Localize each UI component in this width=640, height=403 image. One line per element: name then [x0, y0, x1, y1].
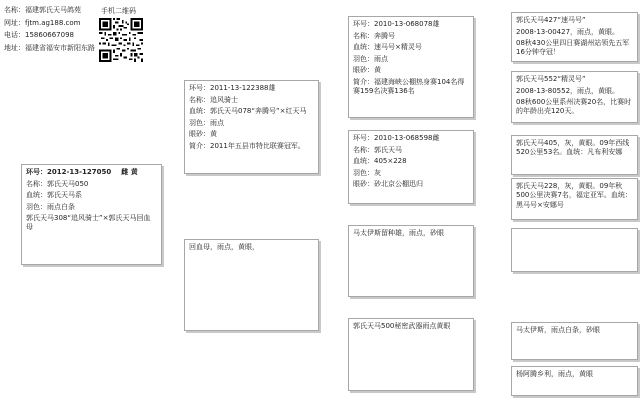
header-name: 名称：福建郭氏天马鸽苑: [4, 6, 81, 14]
ds-text: 马太伊斯留种雄，雨点，砂眼: [353, 229, 444, 237]
pedigree-box-g4: [511, 178, 638, 220]
header-phone: 电话：15860667098: [4, 31, 74, 39]
sd-name: 名称：郭氏天马: [353, 145, 402, 154]
main-feather: 羽色：雨点白条: [26, 202, 75, 211]
ss-ring-number: 环号：2010-13-068078雄: [353, 20, 440, 28]
sd-eye: 眼砂：砂北京公棚迅归: [353, 180, 423, 188]
pedigree-box-g6: [511, 322, 638, 360]
header-info: [4, 6, 95, 56]
g2-line1: 郭氏天马552“精灵号”: [516, 75, 586, 83]
pedigree-box-dam: [184, 239, 319, 331]
sire-ring-number: 环号：2011-13-122388雄: [189, 84, 276, 92]
ss-bloodline: 血统：速马号×精灵号: [353, 43, 422, 51]
main-bloodline: 血统：郭氏天马系: [26, 191, 82, 199]
pedigree-box-g2: [511, 71, 638, 123]
g1-line3: 08秋430公里四日赛湖州站领先五军16分钟夺冠！: [516, 39, 630, 57]
g2-line2: 2008-13-80552，雨点，黄眼。: [516, 86, 620, 95]
pedigree-box-g7: [511, 366, 638, 396]
dd-text: 郭氏天马500秘密武器雨点黄眼: [353, 322, 451, 330]
qr-label: 手机二维码: [101, 7, 136, 15]
sire-eye: 眼砂：黄: [189, 130, 217, 138]
pedigree-box-dam-sire: [348, 225, 474, 297]
pedigree-box-sire-dam: [348, 130, 474, 204]
sire-bloodline: 血统：郭氏天马078“奔腾号”×红天马: [189, 107, 307, 115]
dam-text: 回血母，雨点，黄眼，: [189, 243, 259, 251]
header-address: 地址：福建省福安市新阳东路: [4, 43, 95, 52]
main-name: 名称：郭氏天马050: [26, 179, 89, 188]
pedigree-box-sire-sire: [348, 16, 474, 118]
main-sex-color: 雌 黄: [121, 168, 138, 176]
g1-line2: 2008-13-00427，雨点，黄眼。: [516, 27, 620, 36]
pedigree-box-sire: [184, 80, 319, 174]
sire-intro: 简介：2011年五县市特比联赛冠军。: [189, 141, 305, 150]
g5-text: [516, 232, 633, 244]
ss-intro: 简介：福建海峡公棚热身赛104名得赛159名决赛136名: [353, 77, 465, 95]
g7-text: 杨阿腾乡利，雨点，黄眼: [516, 370, 593, 378]
pedigree-box-main: [21, 164, 162, 265]
g6-text: 马太伊斯，雨点白条，砂眼: [516, 326, 600, 334]
qr-code-icon: [99, 18, 143, 62]
header-website[interactable]: 网址：fjtm.ag188.com: [4, 18, 81, 27]
main-ring-number: 环号：2012-13-127050: [26, 168, 112, 176]
sd-feather: 羽色：灰: [353, 168, 381, 177]
g1-line1: 郭氏天马427“速马号”: [516, 16, 586, 24]
sd-ring-number: 环号：2010-13-068598雌: [353, 134, 440, 142]
g3-text: 郭氏天马405，灰，黄眼。09年西线520公里53名。血统：凡布利安娜: [516, 139, 630, 157]
pedigree-box-dam-dam: [348, 318, 474, 391]
g2-line3: 08秋600公里系州决赛20名，比赛时的年龄出壳120天。: [516, 98, 632, 116]
sd-bloodline: 血统：405×228: [353, 157, 407, 165]
sire-name: 名称：追风骑士: [189, 95, 238, 104]
main-note: 郭氏天马308“追风骑士”×郭氏天马回血母: [26, 214, 151, 232]
ss-eye: 眼砂：黄: [353, 66, 381, 74]
ss-name: 名称：奔腾号: [353, 31, 395, 40]
ss-feather: 羽色：雨点: [353, 54, 388, 63]
sire-feather: 羽色：雨点: [189, 118, 224, 127]
pedigree-box-g1: [511, 12, 638, 62]
g4-text: 郭氏天马228，灰，黄眼。09年秋500公里决赛7名，福定亚军。血统：黑马号×安娜号: [516, 182, 632, 209]
pedigree-box-g5: [511, 228, 638, 272]
pedigree-box-g3: [511, 135, 638, 175]
